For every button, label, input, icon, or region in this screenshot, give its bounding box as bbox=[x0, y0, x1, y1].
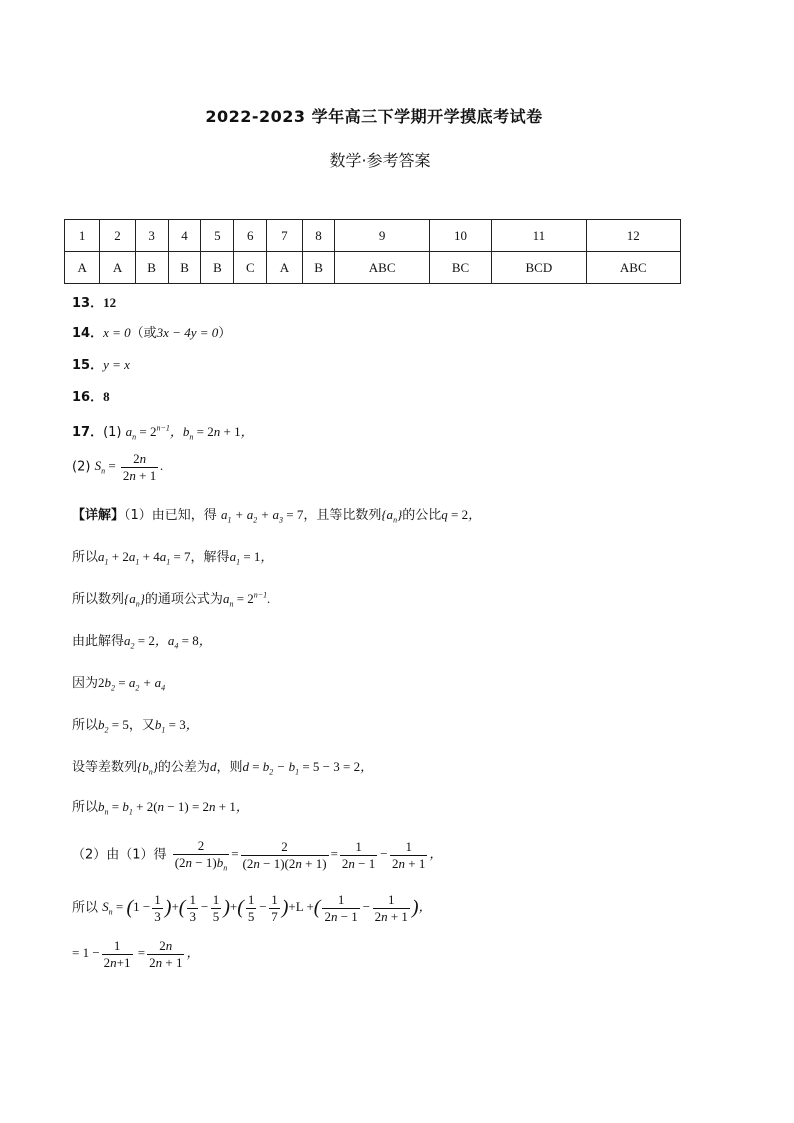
answer-table-number-cell: 9 bbox=[335, 220, 429, 252]
text: ，解得 bbox=[190, 550, 230, 565]
answer-equation-alt: 3x − 4y = 0 bbox=[156, 325, 219, 340]
text: ，且等比数列 bbox=[303, 508, 382, 523]
formula: $a_2 = 2$，$a_4 = 8$， bbox=[124, 633, 212, 651]
detail-line-1 bbox=[72, 504, 481, 525]
question-number: 14． bbox=[72, 326, 104, 341]
answer-table-number-cell: 5 bbox=[201, 220, 234, 252]
text: ，则 bbox=[216, 760, 243, 775]
text: 所以 bbox=[72, 550, 99, 565]
text: 的公差为 bbox=[157, 760, 210, 775]
detail-line-11 bbox=[72, 938, 199, 971]
text: 所以 bbox=[72, 900, 99, 916]
answer-15 bbox=[72, 354, 130, 373]
answer-value: 12 bbox=[103, 295, 117, 310]
formula: $2b_2 = a_2 + a_4$ bbox=[98, 675, 166, 693]
formula: $b_n = b_1 + 2(n - 1) = 2n + 1$， bbox=[98, 799, 249, 817]
text: 所以 bbox=[72, 718, 99, 733]
answer-table-answer-cell: BC bbox=[429, 252, 491, 284]
answer-table-number-cell: 6 bbox=[234, 220, 267, 252]
answer-table-answer-cell: ABC bbox=[335, 252, 429, 284]
answer-table-answer-cell: A bbox=[100, 252, 135, 284]
answer-table-number-cell: 4 bbox=[168, 220, 201, 252]
answer-17-part1 bbox=[72, 421, 254, 442]
answer-table-number-cell: 12 bbox=[586, 220, 680, 252]
text: 的通项公式为 bbox=[144, 592, 223, 607]
question-number: 15． bbox=[72, 358, 104, 373]
text: ，又 bbox=[128, 718, 155, 733]
answer-equation: y = x bbox=[103, 357, 130, 372]
answer-table-answer-cell: ABC bbox=[586, 252, 680, 284]
text: 所以数列 bbox=[72, 592, 125, 607]
formula: $a_n = 2^{n-1}$. bbox=[222, 590, 271, 609]
formula: q = 2， bbox=[441, 507, 482, 522]
page-title: 2022-2023 学年高三下学期开学摸底考试卷 bbox=[205, 107, 543, 126]
answer-table-answer-row bbox=[65, 252, 681, 284]
answer-table-number-cell: 8 bbox=[302, 220, 335, 252]
answer-table-answer-cell: C bbox=[234, 252, 267, 284]
answer-table-number-cell: 11 bbox=[492, 220, 586, 252]
answer-table-number-cell: 10 bbox=[429, 220, 491, 252]
answer-table-number-cell: 1 bbox=[65, 220, 100, 252]
text: 由此解得 bbox=[72, 634, 125, 649]
text: 设等差数列 bbox=[72, 760, 138, 775]
formula: $a_n = 2^{n-1}$，$b_n = 2n + 1$， bbox=[125, 423, 254, 442]
detail-line-2 bbox=[72, 546, 273, 567]
answer-table-answer-cell: B bbox=[302, 252, 335, 284]
formula: $\{a_n\}$ bbox=[381, 507, 403, 525]
formula: $b_2 = 5$ bbox=[98, 717, 129, 735]
detail-line-8 bbox=[72, 796, 249, 817]
text: 的公比 bbox=[402, 508, 442, 523]
ellipsis: L bbox=[295, 899, 304, 915]
answer-value: 8 bbox=[103, 389, 110, 404]
formula: $S_n$ = $\frac{2n}{2n + 1}$ . bbox=[94, 451, 164, 483]
answer-table-answer-cell: BCD bbox=[492, 252, 586, 284]
part-label: (1) bbox=[103, 425, 122, 440]
answer-14 bbox=[72, 322, 231, 341]
question-number: 17． bbox=[72, 425, 104, 440]
answer-table-answer-cell: B bbox=[135, 252, 168, 284]
answer-table-answer-cell: B bbox=[168, 252, 201, 284]
text: （2）由（1）得 bbox=[72, 847, 167, 863]
text: 因为 bbox=[72, 676, 99, 691]
answer-17-part2 bbox=[72, 451, 164, 484]
formula: $\frac{2}{(2n - 1)b_n}$ = $\frac{2}{(2n - 1)(2n + 1)}$ = $\frac{1}{2n - 1}$ − $\frac{1}{2n + 1}$ ， bbox=[174, 838, 443, 873]
formula: $S_n = (1$ − $\frac{1}{3}$ )+( $\frac{1}{3}$ − $\frac{1}{5}$ )+( $\frac{1}{5}$ − $\frac{1}{7}$ )+L +( $\frac{1}{2n - 1}$ − $\frac{1}{2n + 1}$ )， bbox=[102, 892, 432, 924]
detail-line-6 bbox=[72, 714, 199, 735]
alt-text: （或 bbox=[130, 326, 157, 341]
formula: d bbox=[209, 759, 217, 774]
answer-table bbox=[64, 219, 681, 284]
formula: $a_1 = 1$， bbox=[229, 549, 274, 567]
answer-equation: x = 0 bbox=[103, 325, 131, 340]
text: （1）由已知，得 bbox=[124, 508, 217, 523]
detail-line-3 bbox=[72, 588, 270, 609]
detail-line-9 bbox=[72, 838, 442, 873]
answer-table-answer-cell: B bbox=[201, 252, 234, 284]
text: 所以 bbox=[72, 800, 99, 815]
detail-tag: 【详解】 bbox=[72, 508, 125, 523]
detail-line-7 bbox=[72, 756, 373, 777]
formula: = 1 − $\frac{1}{2n+1}$ = $\frac{2n}{2n + 1}$ ， bbox=[72, 938, 200, 970]
answer-table-number-cell: 3 bbox=[135, 220, 168, 252]
part-label: (2) bbox=[72, 459, 91, 475]
answer-table-answer-cell: A bbox=[65, 252, 100, 284]
answer-13 bbox=[72, 292, 116, 311]
detail-line-5 bbox=[72, 672, 165, 693]
question-number: 13． bbox=[72, 296, 104, 311]
formula: $d = b_2 - b_1 = 5 - 3 = 2$， bbox=[242, 759, 374, 777]
answer-table-answer-cell: A bbox=[267, 252, 302, 284]
answer-16 bbox=[72, 386, 110, 405]
detail-line-4 bbox=[72, 630, 212, 651]
answer-table-number-cell: 7 bbox=[267, 220, 302, 252]
answer-table-number-cell: 2 bbox=[100, 220, 135, 252]
formula: $a_1 + 2a_1 + 4a_1 = 7$ bbox=[98, 549, 191, 567]
page-subtitle: 数学·参考答案 bbox=[329, 151, 431, 170]
detail-line-10 bbox=[72, 892, 432, 925]
formula: $a_1 + a_2 + a_3 = 7$ bbox=[220, 507, 304, 525]
formula: $\{a_n\}$ bbox=[124, 591, 145, 609]
formula: $b_1 = 3$， bbox=[154, 717, 199, 735]
question-number: 16． bbox=[72, 390, 104, 405]
formula: $\{b_n\}$ bbox=[137, 759, 158, 777]
answer-table-number-row bbox=[65, 220, 681, 252]
alt-text-close: ） bbox=[218, 326, 232, 341]
